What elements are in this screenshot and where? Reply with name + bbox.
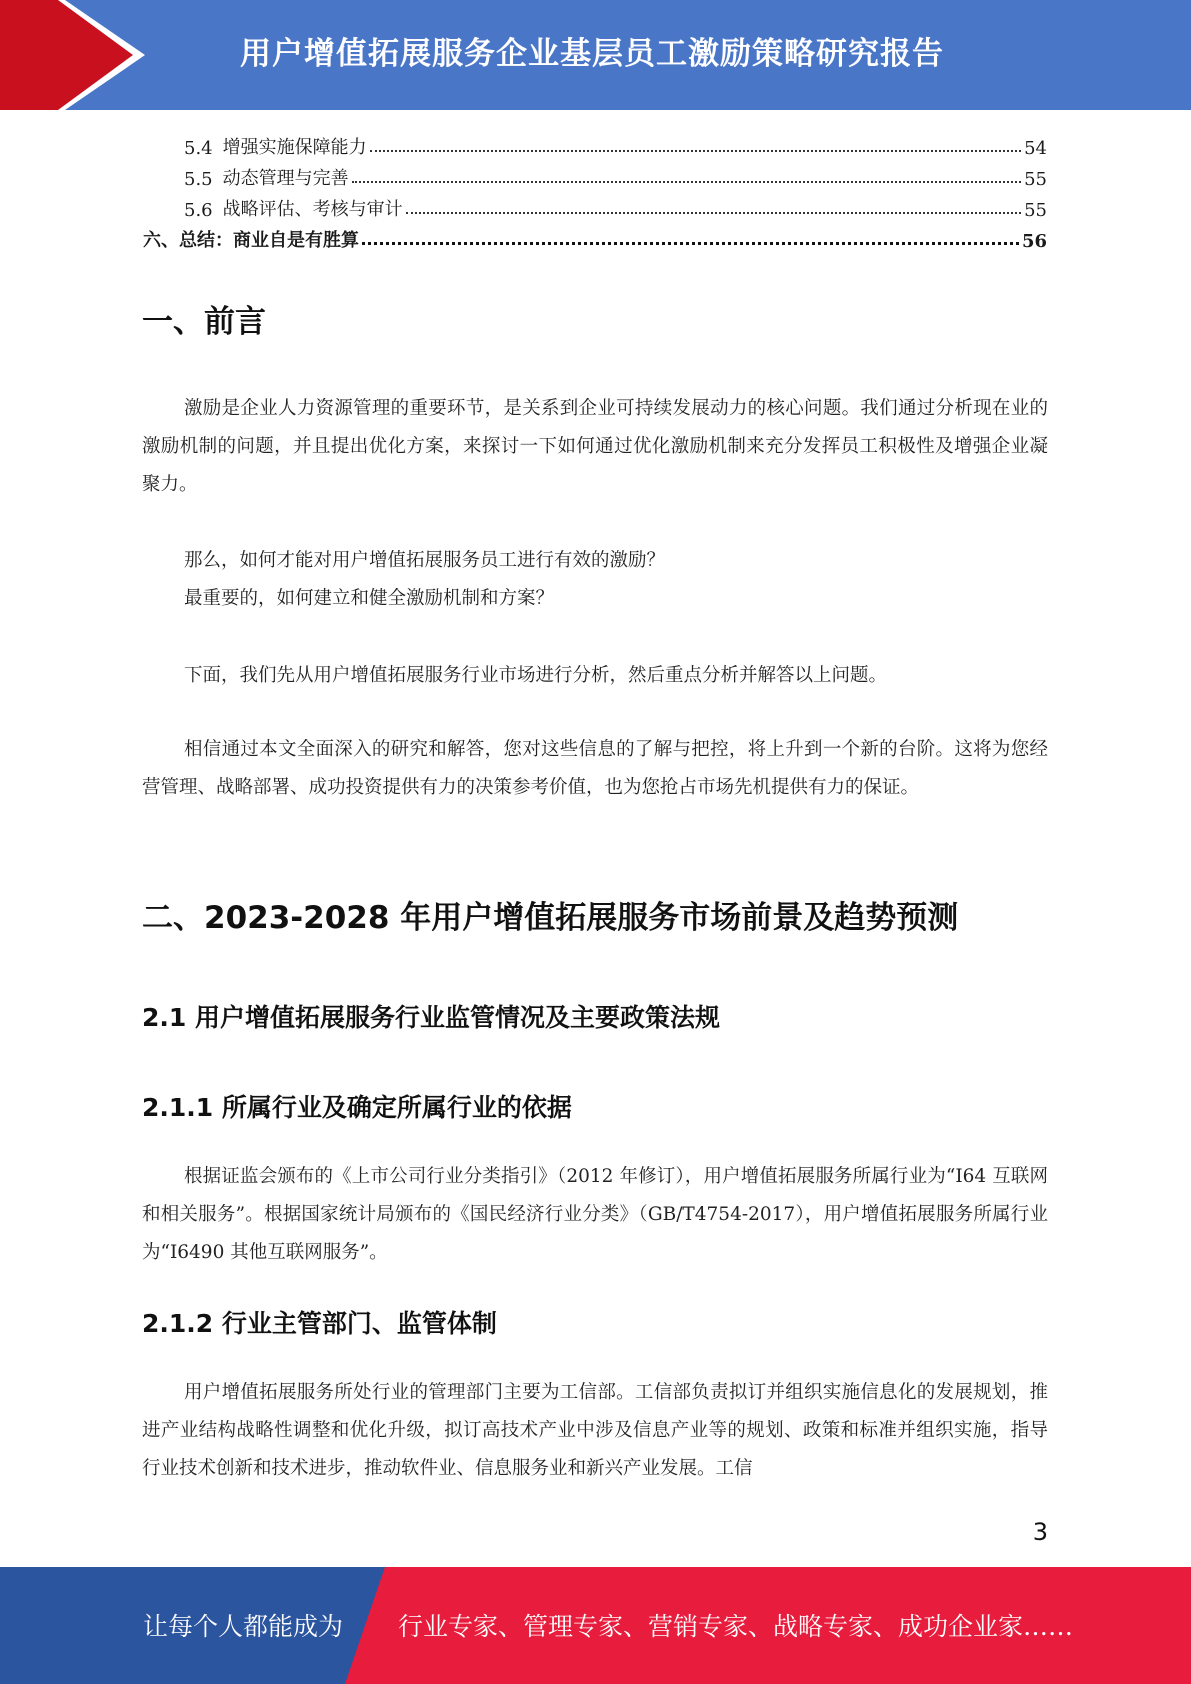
question-1: 那么，如何才能对用户增值拓展服务员工进行有效的激励？: [184, 550, 666, 571]
preface-paragraph-3: 相信通过本文全面深入的研究和解答，您对这些信息的了解与把控，将上升到一个新的台阶。这将为您经营管理、战略部署、成功投资提供有力的决策参考价值，也为您抢占市场先机提供有力的保证。: [142, 739, 1048, 798]
toc-item-label: 增强实施保障能力: [222, 137, 367, 158]
toc-item-number: 5.5: [184, 169, 213, 190]
page-number: 3: [1032, 1518, 1048, 1546]
toc-item-label: 六、总结：商业自是有胜算: [143, 230, 359, 251]
toc-item[interactable]: [143, 128, 1047, 159]
toc-leader-dots: [352, 181, 1021, 183]
header-title: 用户增值拓展服务企业基层员工激励策略研究报告: [240, 36, 944, 72]
section-2-1-1-heading: 2.1.1 所属行业及确定所属行业的依据: [142, 1093, 572, 1122]
preface-heading: 一、前言: [142, 304, 266, 340]
section-2-1-2-heading: 2.1.2 行业主管部门、监管体制: [142, 1309, 497, 1338]
footer-slogan-left: 让每个人都能成为: [143, 1612, 344, 1641]
toc-leader-dots: [406, 212, 1021, 214]
toc-item-number: 5.4: [184, 138, 213, 159]
toc-item-page: 56: [1021, 231, 1047, 252]
footer-slogan-right: 行业专家、管理专家、营销专家、战略专家、成功企业家……: [398, 1612, 1074, 1641]
toc-item[interactable]: [143, 159, 1047, 190]
toc-item-page: 54: [1024, 138, 1047, 159]
section-2-1-1-paragraph: 根据证监会颁布的《上市公司行业分类指引》（2012 年修订），用户增值拓展服务所属行业为“I64 互联网和相关服务”。根据国家统计局颁布的《国民经济行业分类》（GB/T4754-2017），用户增值拓展服务所属行业为“I6490 其他互联网服务”。: [142, 1166, 1048, 1263]
toc-leader-dots: [370, 150, 1021, 152]
section-2-1-2-paragraph: 用户增值拓展服务所处行业的管理部门主要为工信部。工信部负责拟订并组织实施信息化的发展规划，推进产业结构战略性调整和优化升级，拟订高技术产业中涉及信息产业等的规划、政策和标准并组织实施，指导行业技术创新和技术进步，推动软件业、信息服务业和新兴产业发展。工信: [142, 1382, 1048, 1479]
market-heading: 二、2023-2028 年用户增值拓展服务市场前景及趋势预测: [142, 900, 959, 936]
toc-item-page: 55: [1024, 200, 1047, 221]
section-2-1-heading: 2.1 用户增值拓展服务行业监管情况及主要政策法规: [142, 1003, 720, 1032]
toc-item-label: 战略评估、考核与审计: [222, 199, 403, 220]
toc-item-chapter[interactable]: [143, 221, 1047, 252]
toc-item[interactable]: [143, 190, 1047, 221]
preface-paragraph-2: 下面，我们先从用户增值拓展服务行业市场进行分析，然后重点分析并解答以上问题。: [184, 665, 888, 686]
question-2: 最重要的，如何建立和健全激励机制和方案？: [184, 588, 555, 609]
preface-paragraph-1: 激励是企业人力资源管理的重要环节，是关系到企业可持续发展动力的核心问题。我们通过分析现在业的激励机制的问题，并且提出优化方案，来探讨一下如何通过优化激励机制来充分发挥员工积极性及增强企业凝聚力。: [142, 398, 1048, 495]
toc-item-number: 5.6: [184, 200, 213, 221]
toc-item-label: 动态管理与完善: [222, 168, 349, 189]
toc-item-page: 55: [1024, 169, 1047, 190]
table-of-contents: [143, 128, 1047, 252]
page-footer: [0, 1567, 1191, 1684]
page-header: [0, 0, 1191, 110]
toc-leader-dots: [362, 242, 1019, 245]
header-chevron-icon: [0, 0, 160, 110]
